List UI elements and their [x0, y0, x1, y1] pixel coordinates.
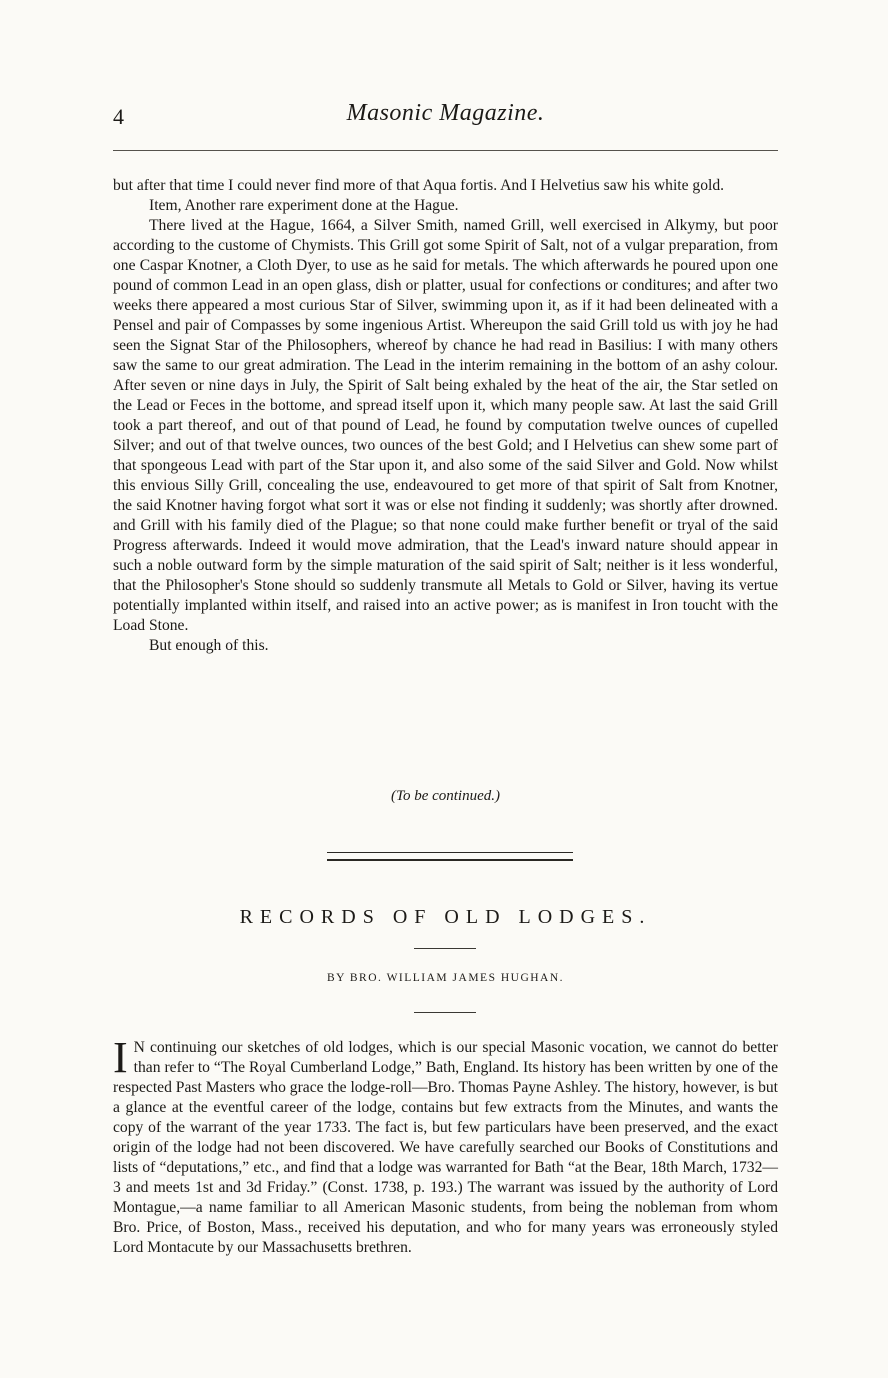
article-byline: BY BRO. WILLIAM JAMES HUGHAN.	[326, 972, 565, 984]
paragraph: There lived at the Hague, 1664, a Silver Smith, named Grill, well exercised in Alkymy, but poor according to the custome of Chymists. This Grill got some Spirit of Salt, not of a vulgar preparation, from one Caspar Knotner, a Cloth Dyer, to use as he said for metals. The which afterwards he poured upon one pound of common Lead in an open glass, dish or platter, usual for confections or conditures; and after two weeks there appeared a most curious Star of Silver, swimming upon it, as if it had been delineated with a Pensel and pair of Compasses by some ingenious Artist. Whereupon the said Grill told us with joy he had seen the Signat Star of the Philosophers, whereof by chance he had read in Basilius: I with many others saw the same to our great admiration. The Lead in the interim remaining in the bottom of an ashy colour. After seven or nine days in July, the Spirit of Salt being exhaled by the heat of the air, the Star setled on the Lead or Feces in the bottome, and spread itself upon it, which many people saw. At last the said Grill took a part thereof, and out of that pound of Lead, he found by computation twelve ounces of cupelled Silver; and out of that twelve ounces, two ounces of the best Gold; and I Helvetius can shew some part of that spongeous Lead with part of the Star upon it, and also some of the said Silver and Gold. Now whilst this envious Silly Grill, concealing the use, endeavoured to get more of that spirit of Salt from Knotner, the said Knotner having forgot what sort it was or else not finding it suddenly; was shortly after drowned. and Grill with his family died of the Plague; so that none could make further benefit or tryal of the said Progress afterwards. Indeed it would move admiration, that the Lead's inward nature should appear in such a noble outward form by the simple maturation of the said spirit of Salt; neither is it less wonderful, that the Philosopher's Stone should so suddenly transmute all Metals to Gold or Silver, having its vertue potentially implanted within itself, and raised into an active power; as is manifest in Iron toucht with the Load Stone.	[113, 217, 778, 634]
page-header	[113, 100, 778, 136]
paragraph: Item, Another rare experiment done at the Hague.	[149, 197, 459, 214]
paragraph: But enough of this.	[149, 637, 269, 654]
to-be-continued-note: (To be continued.)	[390, 788, 500, 804]
running-title: Masonic Magazine.	[346, 100, 545, 126]
opening-paragraph	[113, 1033, 778, 1258]
section-divider	[327, 852, 573, 861]
article-continued-text	[113, 176, 778, 656]
page-number: 4	[113, 104, 124, 129]
header-rule	[113, 150, 778, 151]
article-body	[113, 1033, 778, 1258]
paragraph: but after that time I could never find more of that Aqua fortis. And I Helvetius saw his white gold.	[113, 177, 725, 194]
article-title: RECORDS OF OLD LODGES.	[239, 906, 652, 928]
byline-rule	[414, 1012, 476, 1013]
drop-cap: I	[113, 1033, 128, 1082]
paragraph-text: N continuing our sketches of old lodges, which is our special Masonic vocation, we cannot do better than refer to “The Royal Cumberland Lodge,” Bath, England. Its history has been written by one of the respected Past Masters who grace the lodge-roll—Bro. Thomas Payne Ashley. The history, however, is but a glance at the eventful career of the lodge, contains but few extracts from the Minutes, and wants the copy of the warrant of the year 1733. The fact is, but few particulars have been preserved, and the exact origin of the lodge had not been discovered. We have carefully searched our Books of Constitutions and lists of “deputations,” etc., and find that a lodge was warranted for Bath “at the Bear, 18th March, 1732—3 and meets 1st and 3d Friday.” (Const. 1738, p. 193.) The warrant was issued by the authority of Lord Montague,—a name familiar to all American Masonic students, from being the nobleman from whom Bro. Price, of Boston, Mass., received his deputation, and who for many years was erroneously styled Lord Montacute by our Massachusetts brethren.	[113, 1039, 778, 1256]
title-rule	[414, 948, 476, 949]
